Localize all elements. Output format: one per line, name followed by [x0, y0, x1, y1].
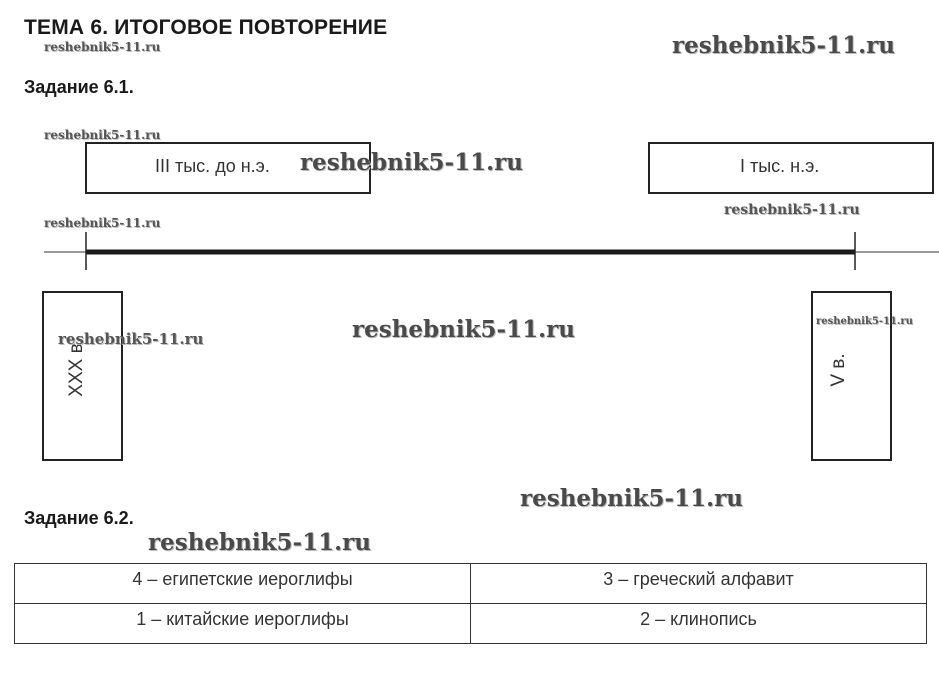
- watermark: reshebnik5-11.ru: [300, 149, 523, 176]
- watermark: reshebnik5-11.ru: [44, 128, 161, 142]
- watermark: reshebnik5-11.ru: [816, 316, 913, 327]
- watermark: reshebnik5-11.ru: [672, 32, 895, 59]
- table-cell: 4 – египетские иероглифы: [15, 564, 471, 604]
- watermark: reshebnik5-11.ru: [148, 529, 371, 556]
- watermark: reshebnik5-11.ru: [44, 216, 161, 230]
- table-cell: 3 – греческий алфавит: [471, 564, 927, 604]
- watermark: reshebnik5-11.ru: [724, 202, 860, 218]
- table-row: [15, 604, 927, 644]
- task-6-2-label: Задание 6.2.: [24, 508, 134, 528]
- timeline-box-bottom-left-label: XXX в: [66, 343, 87, 397]
- watermark: reshebnik5-11.ru: [352, 316, 575, 343]
- watermark: reshebnik5-11.ru: [520, 485, 743, 512]
- table-row: [15, 564, 927, 604]
- timeline-box-top-right-label: I тыс. н.э.: [740, 156, 820, 176]
- timeline-box-bottom-right-label: V в.: [828, 353, 849, 387]
- table-cell: 1 – китайские иероглифы: [15, 604, 471, 644]
- answers-table: [14, 563, 927, 644]
- watermark: reshebnik5-11.ru: [58, 330, 204, 348]
- page-title: ТЕМА 6. ИТОГОВОЕ ПОВТОРЕНИЕ: [24, 16, 388, 39]
- timeline-box-bottom-left: [42, 291, 123, 461]
- timeline-box-top-right: [648, 142, 934, 194]
- table-cell: 2 – клинопись: [471, 604, 927, 644]
- timeline-box-top-left-label: III тыс. до н.э.: [155, 156, 270, 176]
- watermark: reshebnik5-11.ru: [44, 40, 161, 54]
- task-6-1-label: Задание 6.1.: [24, 77, 134, 97]
